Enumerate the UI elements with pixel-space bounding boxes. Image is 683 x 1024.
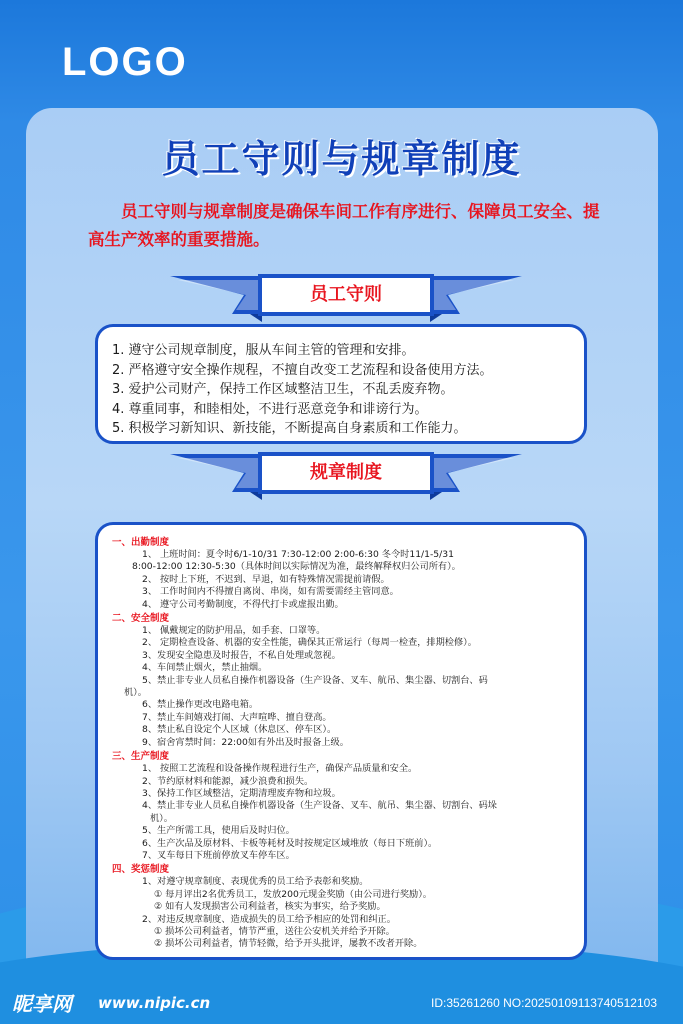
regulation-item: ② 如有人发现损害公司利益者，核实为事实，给予奖励。 bbox=[154, 901, 386, 913]
code-list bbox=[95, 324, 587, 444]
regulation-item: 8:00-12:00 12:30-5:30（具体时间以实际情况为准，最终解释权归公司所有）。 bbox=[132, 561, 461, 573]
ribbon-banner-code bbox=[170, 270, 522, 324]
code-item: 5. 积极学习新知识、新技能，不断提高自身素质和工作能力。 bbox=[112, 421, 467, 436]
regulation-group-title: 四、奖惩制度 bbox=[112, 864, 170, 876]
watermark-bar bbox=[0, 986, 683, 1024]
regulation-group-title: 一、出勤制度 bbox=[112, 537, 170, 548]
regulation-item: 4、禁止非专业人员私自操作机器设备（生产设备、叉车、航吊、集尘器、切割台、码垛 bbox=[142, 800, 497, 812]
page-title: 员工守则与规章制度 bbox=[161, 137, 522, 181]
intro-text: 员工守则与规章制度是确保车间工作有序进行、保障员工安全、提高生产效率的重要措施。 bbox=[88, 202, 600, 249]
regulation-item: 2、节约原材料和能源，减少浪费和损失。 bbox=[142, 775, 314, 787]
regulation-item: 2、 定期检查设备、机器的安全性能，确保其正常运行（每周一检查，排期检修）。 bbox=[142, 637, 477, 649]
regulation-item: 1、 按照工艺流程和设备操作规程进行生产，确保产品质量和安全。 bbox=[142, 763, 418, 775]
regulation-item: 4、 遵守公司考勤制度，不得代打卡或虚报出勤。 bbox=[142, 598, 344, 610]
section-heading-code: 员工守则 bbox=[310, 284, 382, 305]
regulation-item: 机）。 bbox=[150, 812, 173, 824]
regulation-group-title: 二、安全制度 bbox=[112, 613, 170, 625]
regulation-item: 5、禁止非专业人员私自操作机器设备（生产设备、叉车、航吊、集尘器、切割台、码 bbox=[142, 674, 488, 686]
regulation-item: 3、 工作时间内不得擅自离岗、串岗，如有需要需经主管同意。 bbox=[142, 586, 399, 598]
regulation-item: 2、 按时上下班，不迟到、早退，如有特殊情况需提前请假。 bbox=[142, 573, 390, 585]
regulation-item: 3、保持工作区域整洁，定期清理废弃物和垃圾。 bbox=[142, 787, 341, 799]
regulation-item: 6、生产次品及原材料、卡板等耗材及时按规定区域堆放（每日下班前）。 bbox=[142, 837, 438, 849]
regulation-item: 机）。 bbox=[124, 687, 147, 699]
regulation-item: 3、发现安全隐患及时报告，不私自处理或忽视。 bbox=[142, 649, 341, 661]
ribbon-banner-regulations bbox=[170, 448, 522, 502]
code-item: 3. 爱护公司财产，保持工作区域整洁卫生，不乱丢废弃物。 bbox=[112, 382, 454, 397]
code-item: 2. 严格遵守安全操作规程，不擅自改变工艺流程和设备使用方法。 bbox=[112, 362, 493, 378]
regulation-item: 4、车间禁止烟火，禁止抽烟。 bbox=[142, 662, 268, 674]
regulation-item: 1、 佩戴规定的防护用品，如手套、口罩等。 bbox=[142, 625, 326, 637]
regulation-item: ① 每月评出2名优秀员工，发放200元现金奖励（由公司进行奖励）。 bbox=[154, 888, 432, 900]
regulation-item: 1、 上班时间：夏令时6/1-10/31 7:30-12:00 2:00-6:30 冬令时11/1-5/31 bbox=[142, 549, 454, 560]
regulation-item: ② 损坏公司利益者，情节轻微，给予开头批评，屡教不改者开除。 bbox=[154, 938, 423, 950]
regulation-item: 7、禁止车间嬉戏打闹、大声喧哗、擅自登高。 bbox=[142, 711, 332, 723]
logo: LOGO bbox=[62, 40, 188, 84]
regulations-list bbox=[95, 522, 587, 960]
regulation-group-title: 三、生产制度 bbox=[112, 751, 170, 763]
regulation-item: 2、对违反规章制度、造成损失的员工给予相应的处罚和纠正。 bbox=[142, 913, 396, 925]
watermark-id: ID:35261260 NO:20250109113740512103 bbox=[431, 996, 657, 1010]
regulation-item: 1、对遵守规章制度、表现优秀的员工给予表彰和奖励。 bbox=[142, 876, 369, 888]
watermark-site-name: 昵享网 bbox=[12, 992, 72, 1016]
code-item: 1. 遵守公司规章制度，服从车间主管的管理和安排。 bbox=[112, 343, 415, 358]
regulation-item: 8、禁止私自设定个人区域（休息区、停车区）。 bbox=[142, 724, 337, 736]
regulation-item: 6、禁止操作更改电路电箱。 bbox=[142, 699, 259, 711]
code-item: 4. 尊重同事，和睦相处，不进行恶意竞争和诽谤行为。 bbox=[112, 401, 428, 417]
regulation-item: ① 损坏公司利益者，情节严重，送往公安机关并给予开除。 bbox=[154, 925, 395, 937]
regulation-item: 9、宿舍宵禁时间：22:00如有外出及时报备上级。 bbox=[142, 736, 349, 748]
section-heading-regulations: 规章制度 bbox=[310, 462, 382, 483]
regulation-item: 7、叉车每日下班前停放叉车停车区。 bbox=[142, 849, 295, 861]
regulation-item: 5、生产所需工具，使用后及时归位。 bbox=[142, 825, 295, 837]
watermark-url: www.nipic.cn bbox=[98, 994, 211, 1012]
